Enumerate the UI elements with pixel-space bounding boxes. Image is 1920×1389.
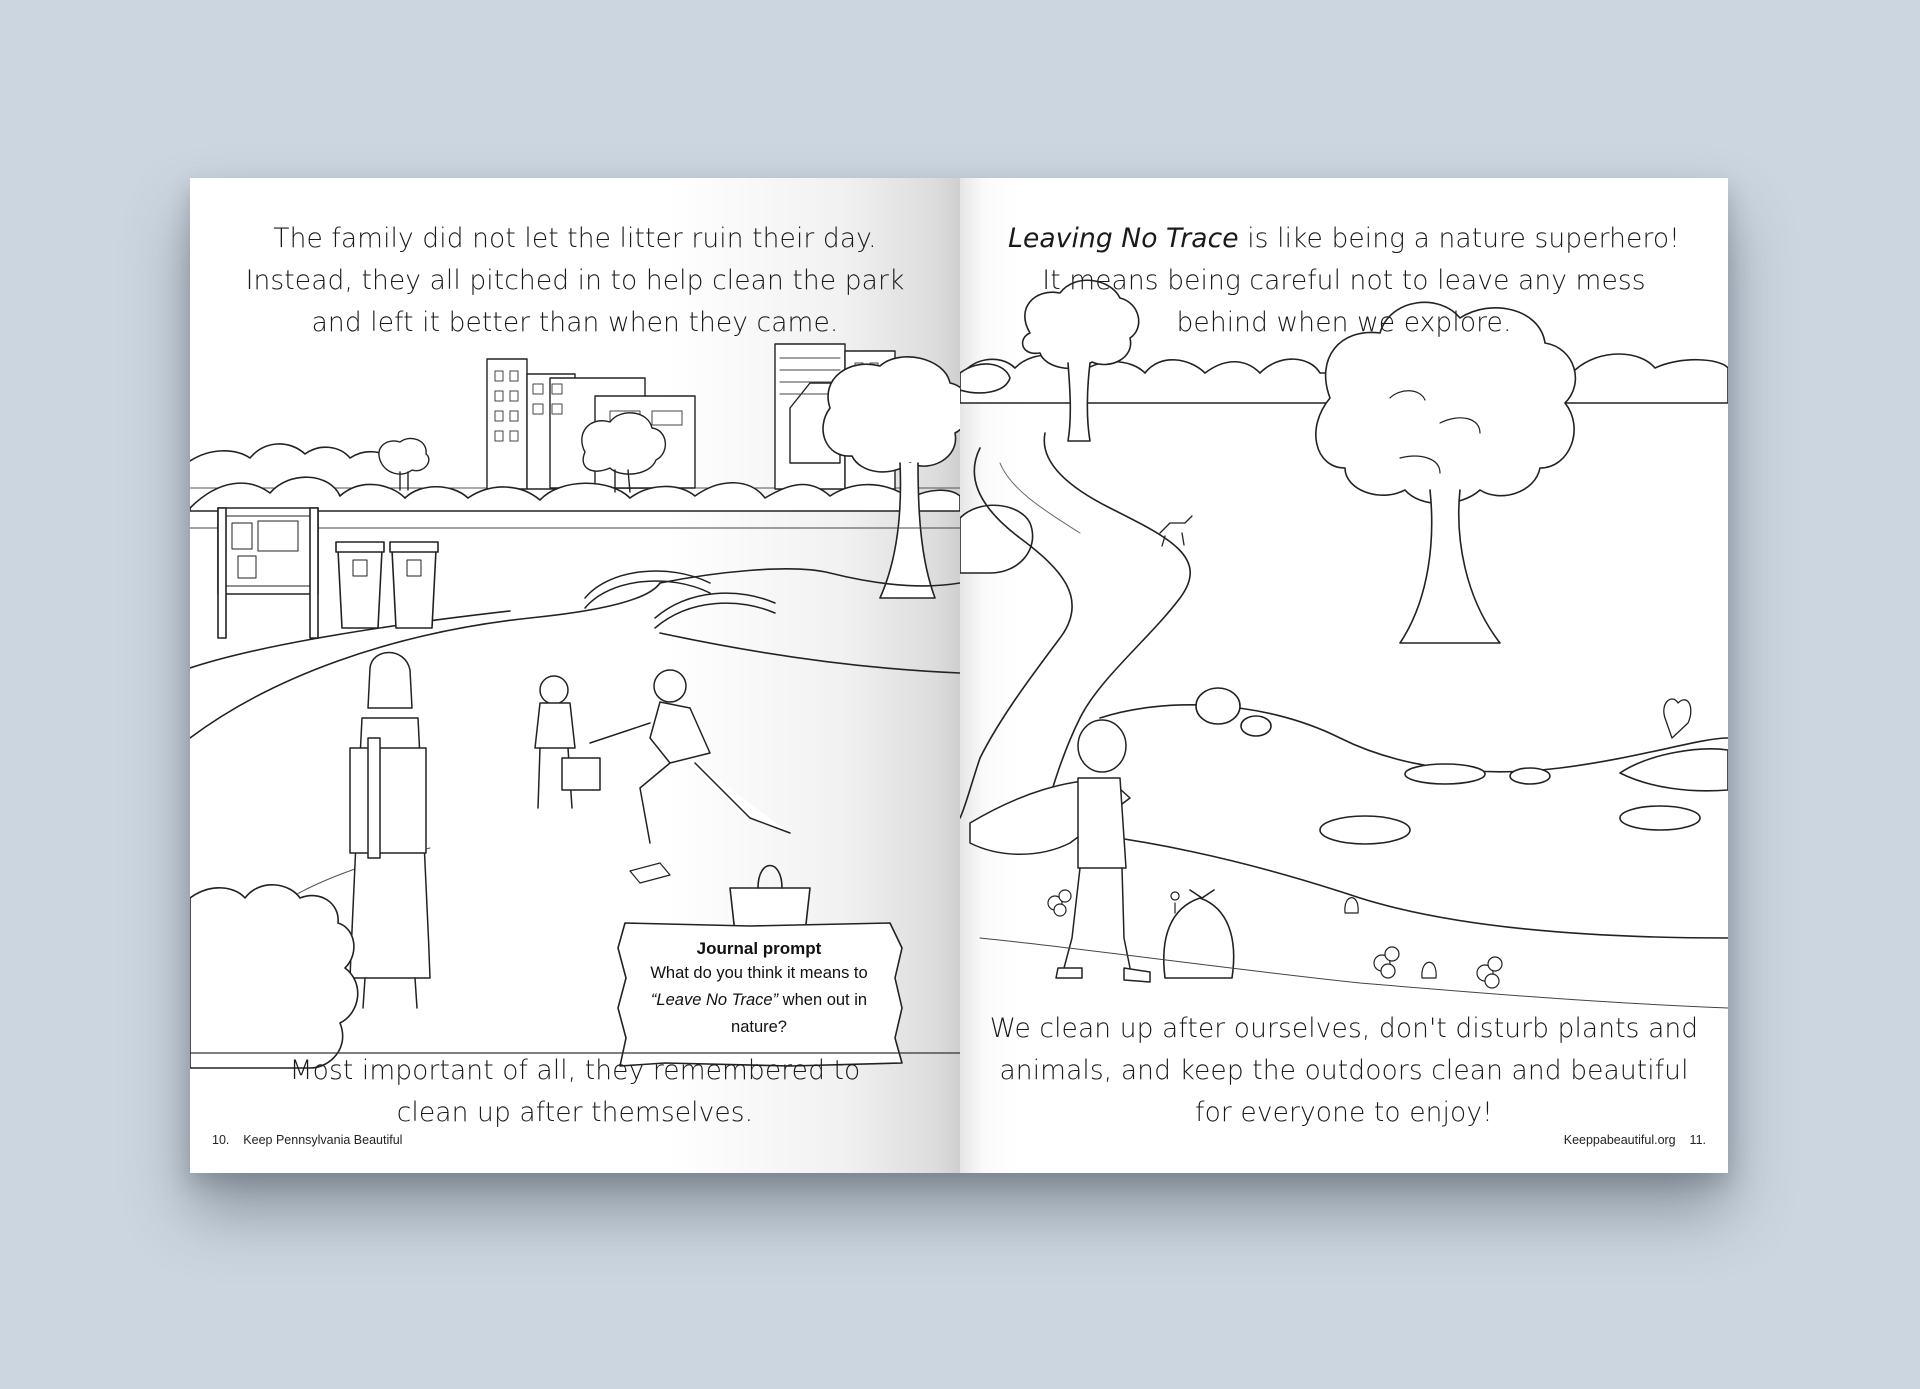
left-folio xyxy=(212,1133,402,1147)
large-tree xyxy=(1316,302,1576,643)
journal-prompt-line-2 xyxy=(624,987,894,1014)
leaving-no-trace-phrase: Leaving No Trace xyxy=(1008,223,1239,254)
notice-board xyxy=(218,508,318,638)
leave-no-trace-quote: “Leave No Trace” xyxy=(650,991,779,1009)
river-stones xyxy=(1196,688,1728,844)
superhero-child xyxy=(970,720,1150,982)
right-folio-text: Keeppabeautiful.org xyxy=(1563,1133,1676,1147)
right-top-line-1 xyxy=(960,218,1728,260)
journal-prompt-line-2-rest: when out in xyxy=(778,991,868,1009)
right-top-line-1-rest: is like being a nature superhero! xyxy=(1238,223,1680,254)
trash-bag xyxy=(1164,890,1234,978)
right-bottom-paragraph xyxy=(960,1008,1728,1134)
right-top-paragraph xyxy=(960,218,1728,344)
right-top-line-2: It means being careful not to leave any mess xyxy=(1042,265,1646,296)
foreground-bush xyxy=(190,885,358,1068)
picnic-basket xyxy=(730,866,810,934)
right-folio xyxy=(1564,1133,1706,1147)
deer xyxy=(1160,516,1192,546)
left-bottom-paragraph xyxy=(190,1050,960,1134)
journal-prompt-line-1: What do you think it means to xyxy=(650,964,868,982)
journal-prompt-title: Journal prompt xyxy=(696,939,822,958)
left-top-line-2: Instead, they all pitched in to help clean the park xyxy=(245,265,905,296)
left-page-number: 10. xyxy=(212,1133,230,1147)
trash-bins xyxy=(336,542,438,628)
left-top-line-1: The family did not let the litter ruin their day. xyxy=(273,223,877,254)
right-page xyxy=(960,178,1728,1173)
right-page-number: 11. xyxy=(1689,1133,1706,1147)
left-bottom-line-2: clean up after themselves. xyxy=(396,1097,754,1128)
left-page xyxy=(190,178,960,1173)
right-bottom-line-3: for everyone to enjoy! xyxy=(1195,1097,1493,1128)
winding-trail xyxy=(960,433,1190,828)
left-folio-text: Keep Pennsylvania Beautiful xyxy=(243,1133,403,1147)
right-bottom-line-2: animals, and keep the outdoors clean and beautiful xyxy=(999,1055,1689,1086)
left-top-line-3: and left it better than when they came. xyxy=(311,307,839,338)
open-book-spread xyxy=(190,178,1728,1173)
journal-prompt-line-3: nature? xyxy=(731,1018,787,1036)
left-bottom-line-1: Most important of all, they remembered to xyxy=(289,1055,861,1086)
right-bottom-line-1: We clean up after ourselves, don't disturb plants and xyxy=(989,1013,1699,1044)
squirrel xyxy=(1664,699,1691,738)
journal-prompt xyxy=(624,938,894,1041)
left-top-paragraph xyxy=(190,218,960,344)
right-top-line-3: behind when we explore. xyxy=(1176,307,1512,338)
